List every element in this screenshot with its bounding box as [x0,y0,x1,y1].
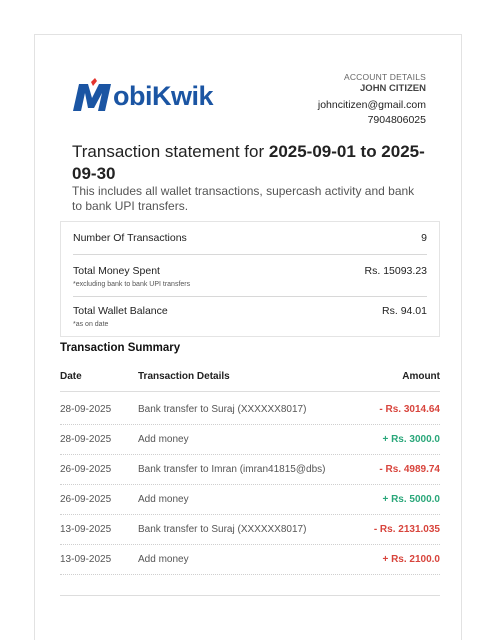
row-date: 28-09-2025 [60,404,112,415]
row-date: 13-09-2025 [60,554,112,565]
row-details: Bank transfer to Imran (imran41815@dbs) [138,464,326,475]
footer-divider [60,595,440,596]
table-row [60,455,440,485]
statement-page [34,34,462,640]
row-amount: + Rs. 2100.0 [382,554,440,565]
balance-label: Total Wallet Balance [73,305,168,317]
spent-value: Rs. 15093.23 [364,265,427,277]
summary-spent-row [73,265,427,288]
summary-divider [73,296,427,297]
balance-note: *as on date [73,321,109,328]
row-details: Add money [138,494,189,505]
logo-wordmark: obiKwik [113,81,214,111]
count-value: 9 [421,232,427,244]
spent-label: Total Money Spent [73,265,160,277]
row-amount: - Rs. 4989.74 [379,464,440,475]
statement-title-prefix: Transaction statement for [72,142,269,161]
row-amount: - Rs. 2131.035 [373,524,440,535]
summary-divider [73,254,427,255]
row-amount: + Rs. 3000.0 [382,434,440,445]
account-name: JOHN CITIZEN [360,83,426,94]
mobikwik-m-icon [71,78,115,114]
table-row [60,485,440,515]
count-label: Number Of Transactions [73,232,187,244]
transaction-summary-heading: Transaction Summary [60,342,181,354]
summary-box [60,221,440,337]
row-date: 28-09-2025 [60,434,112,445]
row-amount: + Rs. 5000.0 [382,494,440,505]
header-amount: Amount [402,371,440,382]
table-row [60,395,440,425]
row-divider [60,574,440,575]
row-details: Add money [138,554,189,565]
row-date: 13-09-2025 [60,524,112,535]
header-date: Date [60,371,82,382]
mobikwik-logo [71,78,231,114]
balance-value: Rs. 94.01 [382,305,427,317]
summary-count-row [73,232,427,244]
table-row [60,515,440,545]
account-details [318,72,426,126]
table-row [60,425,440,455]
table-row [60,545,440,575]
statement-date-range: 2025-09-01 to 2025-09-30 [72,142,425,183]
row-date: 26-09-2025 [60,494,112,505]
statement-description: This includes all wallet transactions, supercash activity and bank to bank UPI transfers. [72,184,415,213]
row-details: Add money [138,434,189,445]
account-phone: 7904806025 [367,114,426,126]
spent-note: *excluding bank to bank UPI transfers [73,281,191,288]
summary-balance-row [73,305,427,328]
row-amount: - Rs. 3014.64 [379,404,440,415]
row-date: 26-09-2025 [60,464,112,475]
header-details: Transaction Details [138,371,230,382]
statement-title [72,141,442,185]
header-divider [60,391,440,392]
account-email: johncitizen@gmail.com [317,99,426,111]
row-details: Bank transfer to Suraj (XXXXXX8017) [138,404,307,415]
row-details: Bank transfer to Suraj (XXXXXX8017) [138,524,307,535]
account-details-label: ACCOUNT DETAILS [343,72,426,82]
